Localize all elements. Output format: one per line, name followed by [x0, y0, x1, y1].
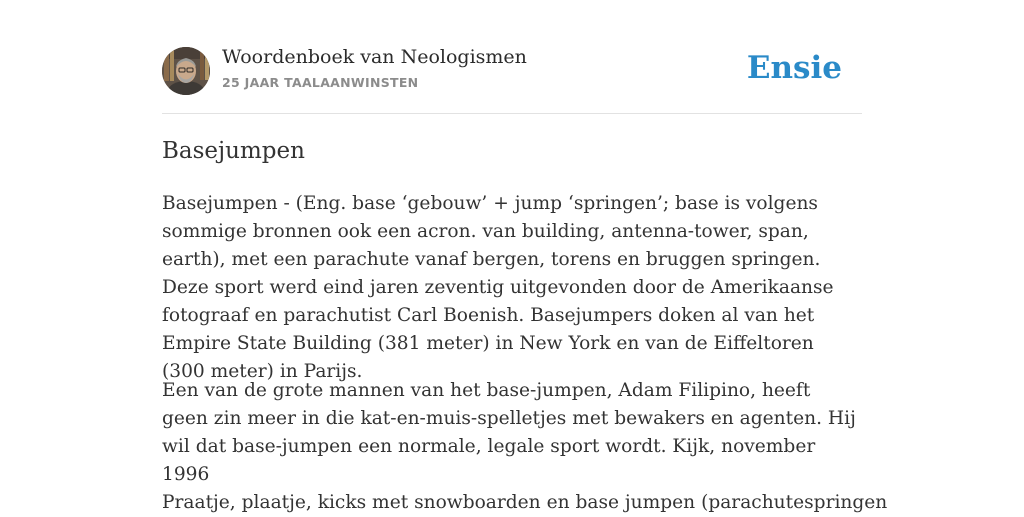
quote-paragraph: Een van de grote mannen van het base-jumpen, Adam Filipino, heeft geen zin meer in die kat-en-muis-spelletjes met bewakers en agenten. Hij wil dat base-jumpen een normale, legale sport wordt. Kijk, november 1996 [162, 380, 856, 485]
author-portrait-icon [162, 47, 210, 95]
brand-logo-link[interactable]: Ensie [746, 50, 842, 86]
site-title-link[interactable]: Woordenboek van Neologismen [222, 46, 527, 68]
definition-paragraph: Basejumpen - (Eng. base ‘gebouw’ + jump ‘springen’; base is volgens sommige bronnen ook een acron. van building, antenna-tower, span, earth), met een parachute vanaf bergen, torens en bruggen springen. Deze sport werd eind jaren zeventig uitgevonden door de Amerikaanse fotograaf en parachutist Carl Boenish. Basejumpers doken al van het Empire State Building (381 meter) in New York en van de Eiffeltoren (300 meter) in Parijs. [162, 193, 834, 382]
quote-paragraph-2: Praatje, plaatje, kicks met snowboarden en base jumpen (parachutespringen [162, 492, 888, 513]
author-avatar[interactable] [162, 47, 210, 95]
site-subtitle: 25 JAAR TAALAANWINSTEN [222, 75, 419, 90]
site-header [162, 0, 862, 114]
page-container [162, 0, 888, 513]
entry-title: Basejumpen [162, 138, 305, 164]
